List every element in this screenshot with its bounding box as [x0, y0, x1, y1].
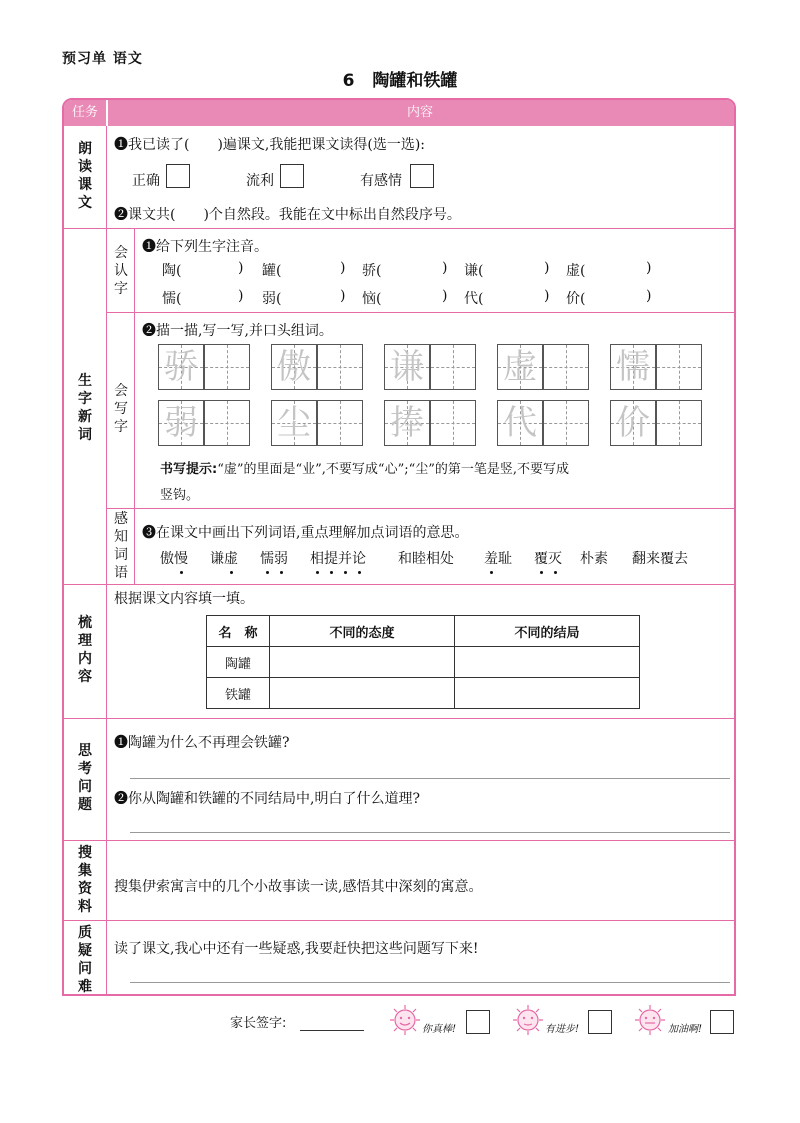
parent-sign-label: 家长签字:: [230, 1016, 287, 1031]
badge-cheer-checkbox[interactable]: [710, 1010, 734, 1034]
emphasis-dot: [230, 571, 233, 574]
write-cell[interactable]: [204, 400, 250, 446]
sun-face-icon: [632, 1004, 668, 1036]
sort-instruction: 根据课文内容填一填。: [114, 591, 254, 607]
vocab-word: 相提并论: [310, 548, 366, 568]
pinyin-item: 骄(: [362, 263, 382, 279]
collect-text: 搜集伊索寓言中的几个小故事读一读,感悟其中深刻的寓意。: [114, 879, 483, 895]
writing-grid[interactable]: [158, 344, 252, 390]
lesson-title: [0, 66, 800, 91]
pinyin-close-paren: ): [544, 288, 550, 304]
emphasis-dot: [266, 571, 269, 574]
trace-character: 骄: [164, 347, 198, 387]
answer-line[interactable]: [130, 832, 730, 833]
emphasis-dot: [554, 571, 557, 574]
writing-grid[interactable]: [497, 400, 591, 446]
think-question-1: ❶陶罐为什么不再理会铁罐?: [114, 735, 290, 751]
section-label-reading: 朗 读 课 文: [78, 141, 92, 211]
pinyin-item: 代(: [464, 291, 484, 307]
emphasis-dot: [490, 571, 493, 574]
option-label-correct: 正确: [132, 173, 160, 189]
write-cell[interactable]: [430, 344, 476, 390]
write-cell[interactable]: [543, 400, 589, 446]
col-name: 名 称: [207, 616, 270, 647]
badge-great-text: 你真棒!: [422, 1024, 457, 1035]
section-label-collect: 搜 集 资 料: [78, 845, 92, 915]
pinyin-item: 谦(: [464, 263, 484, 279]
header-task: 任务: [71, 105, 98, 120]
col-attitude: 不同的态度: [270, 616, 455, 647]
vocab-word: 翻来覆去: [632, 551, 688, 567]
write-cell[interactable]: [317, 400, 363, 446]
write-cell[interactable]: [543, 344, 589, 390]
pinyin-item: 恼(: [362, 291, 382, 307]
sublabel-recognize: 会 认 字: [114, 245, 128, 297]
vocab-word: 懦弱: [260, 548, 288, 568]
table-header: [64, 100, 734, 126]
writing-grid[interactable]: [384, 400, 478, 446]
trace-character: 弱: [164, 403, 198, 443]
pinyin-close-paren: ): [544, 260, 550, 276]
lesson-number: 6: [342, 71, 355, 91]
vocab-word: 朴素: [580, 551, 608, 567]
write-question: ❷描一描,写一写,并口头组词。: [142, 323, 333, 339]
answer-cell[interactable]: [455, 647, 640, 678]
book-header: 预习单 语文: [62, 51, 143, 67]
header-content: 内容: [406, 105, 433, 120]
trace-character: 代: [503, 403, 537, 443]
sublabel-perceive: 感 知 词 语: [114, 511, 128, 581]
vocab-word: 傲慢: [160, 548, 188, 568]
lesson-title-text: 陶罐和铁罐: [372, 71, 458, 91]
section-label-think: 思 考 问 题: [78, 743, 92, 813]
trace-character: 懦: [616, 347, 650, 387]
pinyin-close-paren: ): [442, 288, 448, 304]
sun-face-icon: [386, 1004, 424, 1036]
option-checkbox-emotion[interactable]: [410, 164, 434, 188]
writing-grid[interactable]: [271, 344, 365, 390]
pinyin-item: 懦(: [162, 291, 182, 307]
trace-character: 捧: [390, 403, 424, 443]
pinyin-close-paren: ): [340, 260, 346, 276]
pinyin-close-paren: ): [442, 260, 448, 276]
worksheet-table: [62, 98, 736, 996]
write-cell[interactable]: [430, 400, 476, 446]
badge-progress-checkbox[interactable]: [588, 1010, 612, 1034]
pinyin-close-paren: ): [646, 288, 652, 304]
badge-great-checkbox[interactable]: [466, 1010, 490, 1034]
pinyin-close-paren: ): [340, 288, 346, 304]
emphasis-dot: [358, 571, 361, 574]
comparison-table: [206, 615, 640, 709]
table-row: [207, 647, 640, 678]
answer-line[interactable]: [130, 778, 730, 779]
option-label-emotion: 有感情: [360, 173, 402, 189]
vocab-word: 覆灭: [534, 548, 562, 568]
writing-grid[interactable]: [271, 400, 365, 446]
writing-tip-line-2: 竖钩。: [160, 488, 200, 503]
answer-cell[interactable]: [270, 678, 455, 709]
writing-grid[interactable]: [610, 400, 704, 446]
section-label-question: 质 疑 问 难: [78, 925, 92, 995]
write-cell[interactable]: [656, 400, 702, 446]
col-ending: 不同的结局: [455, 616, 640, 647]
emphasis-dot: [540, 571, 543, 574]
pinyin-item: 罐(: [262, 263, 282, 279]
pinyin-item: 弱(: [262, 291, 282, 307]
emphasis-dot: [280, 571, 283, 574]
row-label: 铁罐: [207, 678, 270, 709]
section-label-sort: 梳 理 内 容: [78, 615, 92, 685]
write-cell[interactable]: [656, 344, 702, 390]
option-checkbox-correct[interactable]: [166, 164, 190, 188]
answer-cell[interactable]: [455, 678, 640, 709]
vocab-word: 谦虚: [210, 548, 238, 568]
emphasis-dot: [316, 571, 319, 574]
pinyin-item: 陶(: [162, 263, 182, 279]
badge-cheer-text: 加油啊!: [668, 1024, 703, 1035]
emphasis-dot: [344, 571, 347, 574]
writing-tip-label: 书写提示:: [160, 462, 218, 477]
pinyin-close-paren: ): [238, 260, 244, 276]
perceive-question: ❸在课文中画出下列词语,重点理解加点词语的意思。: [142, 525, 469, 541]
sublabel-write: 会 写 字: [114, 383, 128, 435]
trace-character: 傲: [277, 347, 311, 387]
writing-grid[interactable]: [610, 344, 704, 390]
option-label-fluent: 流利: [246, 173, 274, 189]
reading-question-1: ❶我已读了( )遍课文,我能把课文读得(选一选):: [114, 137, 426, 153]
write-cell[interactable]: [317, 344, 363, 390]
option-checkbox-fluent[interactable]: [280, 164, 304, 188]
trace-character: 价: [616, 403, 650, 443]
trace-character: 虚: [503, 347, 537, 387]
parent-sign-line[interactable]: [300, 1030, 364, 1031]
think-question-2: ❷你从陶罐和铁罐的不同结局中,明白了什么道理?: [114, 791, 420, 807]
trace-character: 尘: [277, 403, 311, 443]
sun-face-icon: [510, 1004, 546, 1036]
writing-grid[interactable]: [384, 344, 478, 390]
vocab-word: 和睦相处: [398, 551, 454, 567]
pinyin-item: 价(: [566, 291, 586, 307]
trace-character: 谦: [390, 347, 424, 387]
pinyin-close-paren: ): [238, 288, 244, 304]
writing-tip-line-1: 书写提示:“虚”的里面是“业”,不要写成“心”;“尘”的第一笔是竖,不要写成: [160, 462, 570, 477]
pinyin-close-paren: ): [646, 260, 652, 276]
row-label: 陶罐: [207, 647, 270, 678]
question-text: 读了课文,我心中还有一些疑惑,我要赶快把这些问题写下来!: [114, 941, 479, 957]
pinyin-item: 虚(: [566, 263, 586, 279]
section-label-new-chars: 生 字 新 词: [78, 373, 92, 443]
answer-line[interactable]: [130, 982, 730, 983]
recognize-question: ❶给下列生字注音。: [142, 239, 268, 255]
write-cell[interactable]: [204, 344, 250, 390]
emphasis-dot: [330, 571, 333, 574]
table-row: [207, 678, 640, 709]
writing-grid[interactable]: [497, 344, 591, 390]
vocab-word: 羞耻: [484, 548, 512, 568]
answer-cell[interactable]: [270, 647, 455, 678]
badge-progress-text: 有进步!: [545, 1024, 580, 1035]
emphasis-dot: [180, 571, 183, 574]
reading-question-2: ❷课文共( )个自然段。我能在文中标出自然段序号。: [114, 207, 461, 223]
writing-grid[interactable]: [158, 400, 252, 446]
